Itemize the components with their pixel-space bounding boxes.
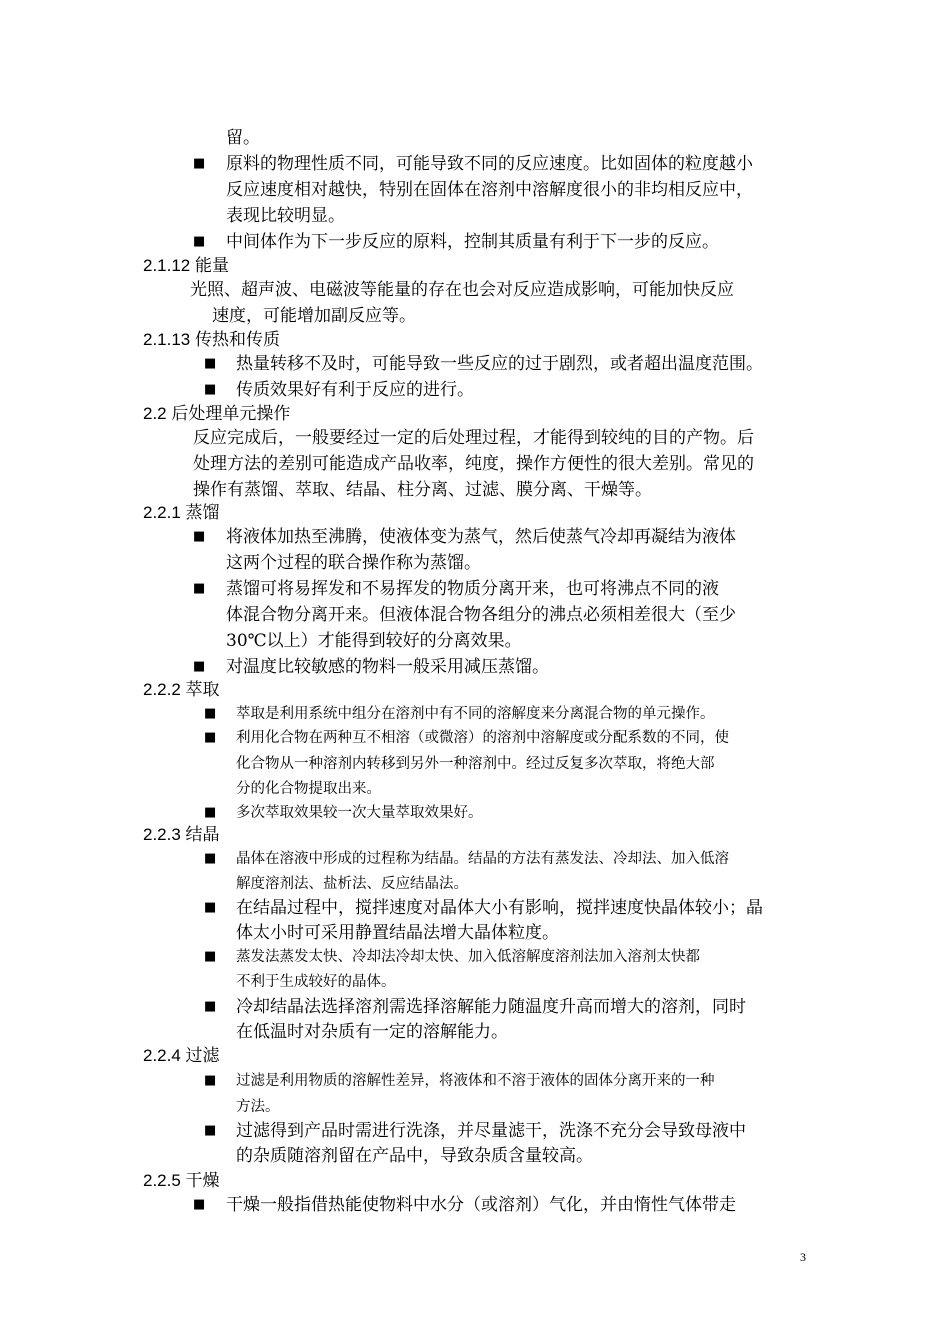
text-line: 在低温时对杂质有一定的溶解能力。 bbox=[236, 1022, 508, 1042]
text-line: 方法。 bbox=[236, 1099, 280, 1115]
text-line: 操作有蒸馏、萃取、结晶、柱分离、过滤、膜分离、干燥等。 bbox=[193, 480, 652, 500]
text-line: 多次萃取效果较一次大量萃取效果好。 bbox=[236, 805, 483, 821]
text-line: 不利于生成较好的晶体。 bbox=[236, 974, 396, 990]
text-line: 体混合物分离开来。但液体混合物各组分的沸点必须相差很大（至少 bbox=[226, 605, 736, 625]
bullet-icon: ■ bbox=[193, 156, 206, 171]
text-line: 干燥一般指借热能使物料中水分（或溶剂）气化，并由惰性气体带走 bbox=[226, 1195, 736, 1215]
bullet-icon: ■ bbox=[193, 1197, 206, 1212]
text-line: 体太小时可采用静置结晶法增大晶体粒度。 bbox=[236, 923, 559, 943]
section-heading: 2.2.5 干燥 bbox=[143, 1171, 220, 1190]
text-line: 反应完成后，一般要经过一定的后处理过程，才能得到较纯的目的产物。后 bbox=[193, 428, 754, 448]
page-number: 3 bbox=[800, 1250, 806, 1264]
text-line: 这两个过程的联合操作称为蒸馏。 bbox=[226, 553, 481, 573]
text-line: 过滤是利用物质的溶解性差异，将液体和不溶于液体的固体分离开来的一种 bbox=[236, 1073, 715, 1089]
text-line: 对温度比较敏感的物料一般采用减压蒸馏。 bbox=[226, 657, 549, 677]
text-line: 过滤得到产品时需进行洗涤，并尽量滤干，洗涤不充分会导致母液中 bbox=[236, 1121, 746, 1141]
text-line: 原料的物理性质不同，可能导致不同的反应速度。比如固体的粒度越小 bbox=[226, 154, 753, 174]
bullet-icon: ■ bbox=[193, 659, 206, 674]
bullet-icon: ■ bbox=[204, 706, 217, 721]
text-line: 萃取是利用系统中组分在溶剂中有不同的溶解度来分离混合物的单元操作。 bbox=[236, 706, 715, 722]
text-line: 利用化合物在两种互不相溶（或微溶）的溶剂中溶解度或分配系数的不同，使 bbox=[236, 730, 729, 746]
text-line: 传质效果好有利于反应的进行。 bbox=[236, 380, 474, 400]
text-line: 处理方法的差别可能造成产品收率，纯度，操作方便性的很大差别。常见的 bbox=[193, 454, 754, 474]
bullet-icon: ■ bbox=[204, 356, 217, 371]
text-line: 晶体在溶液中形成的过程称为结晶。结晶的方法有蒸发法、冷却法、加入低溶 bbox=[236, 851, 729, 867]
text-line: 将液体加热至沸腾，使液体变为蒸气，然后使蒸气冷却再凝结为液体 bbox=[226, 527, 736, 547]
text-line: 的杂质随溶剂留在产品中，导致杂质含量较高。 bbox=[236, 1146, 593, 1166]
bullet-icon: ■ bbox=[204, 382, 217, 397]
bullet-icon: ■ bbox=[204, 999, 217, 1014]
text-line: 30℃以上）才能得到较好的分离效果。 bbox=[226, 631, 522, 651]
text-line: 留。 bbox=[226, 128, 260, 148]
bullet-icon: ■ bbox=[204, 1073, 217, 1088]
bullet-icon: ■ bbox=[204, 851, 217, 866]
section-heading: 2.1.13 传热和传质 bbox=[143, 330, 280, 349]
section-heading: 2.1.12 能量 bbox=[143, 256, 229, 275]
section-heading: 2.2.3 结晶 bbox=[143, 825, 220, 844]
text-line: 中间体作为下一步反应的原料，控制其质量有利于下一步的反应。 bbox=[226, 232, 719, 252]
text-line: 在结晶过程中，搅拌速度对晶体大小有影响，搅拌速度快晶体较小；晶 bbox=[236, 898, 763, 918]
section-heading: 2.2.2 萃取 bbox=[143, 680, 220, 699]
bullet-icon: ■ bbox=[204, 949, 217, 964]
text-line: 蒸发法蒸发太快、冷却法冷却太快、加入低溶解度溶剂法加入溶剂太快都 bbox=[236, 949, 700, 965]
text-line: 冷却结晶法选择溶剂需选择溶解能力随温度升高而增大的溶剂，同时 bbox=[236, 997, 746, 1017]
text-line: 蒸馏可将易挥发和不易挥发的物质分离开来，也可将沸点不同的液 bbox=[226, 579, 719, 599]
text-line: 表现比较明显。 bbox=[226, 206, 345, 226]
text-line: 速度，可能增加副反应等。 bbox=[212, 306, 416, 326]
bullet-icon: ■ bbox=[204, 805, 217, 820]
bullet-icon: ■ bbox=[193, 529, 206, 544]
bullet-icon: ■ bbox=[193, 234, 206, 249]
text-line: 光照、超声波、电磁波等能量的存在也会对反应造成影响，可能加快反应 bbox=[190, 280, 734, 300]
text-line: 热量转移不及时，可能导致一些反应的过于剧烈，或者超出温度范围。 bbox=[236, 354, 763, 374]
section-heading: 2.2 后处理单元操作 bbox=[143, 404, 291, 423]
text-line: 解度溶剂法、盐析法、反应结晶法。 bbox=[236, 876, 468, 892]
section-heading: 2.2.4 过滤 bbox=[143, 1046, 220, 1065]
section-heading: 2.2.1 蒸馏 bbox=[143, 503, 220, 522]
bullet-icon: ■ bbox=[204, 1123, 217, 1138]
bullet-icon: ■ bbox=[204, 730, 217, 745]
text-line: 分的化合物提取出来。 bbox=[236, 781, 381, 797]
text-line: 反应速度相对越快，特别在固体在溶剂中溶解度很小的非均相反应中， bbox=[226, 180, 753, 200]
bullet-icon: ■ bbox=[193, 581, 206, 596]
text-line: 化合物从一种溶剂内转移到另外一种溶剂中。经过反复多次萃取，将绝大部 bbox=[236, 756, 715, 772]
bullet-icon: ■ bbox=[204, 900, 217, 915]
